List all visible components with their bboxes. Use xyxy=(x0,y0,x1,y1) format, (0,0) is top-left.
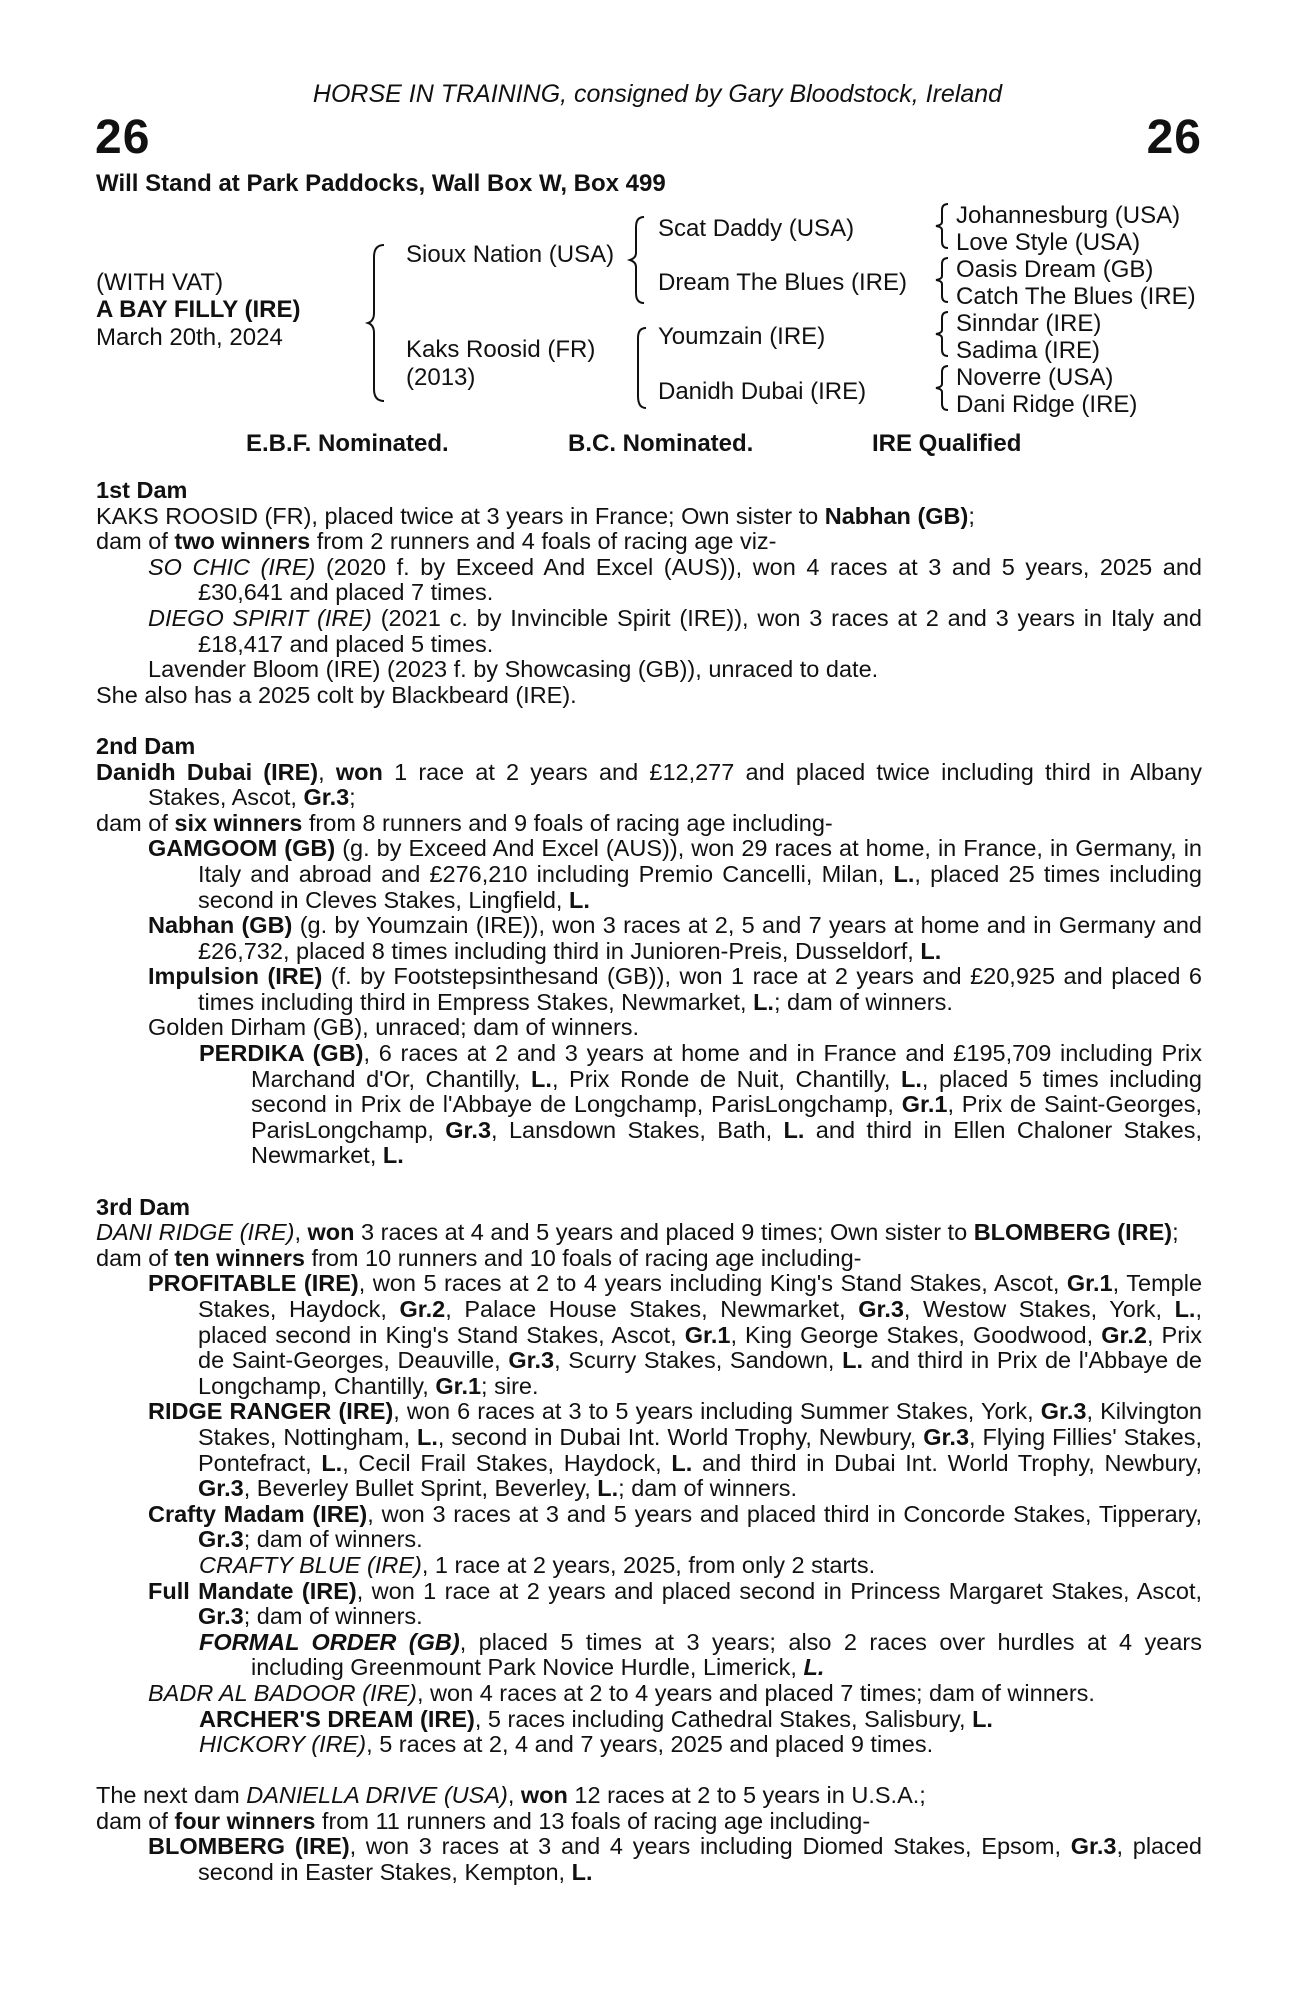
grand-progeny-entry: HICKORY (IRE), 5 races at 2, 4 and 7 years, 2025 and placed 9 times. xyxy=(199,1731,934,1758)
grand-progeny-entry: PERDIKA (GB), 6 races at 2 and 3 years at home and in France and £195,709 including Prix Marchand d'Or, Chantilly, L., Prix Ronde de Nuit, Chantilly, L., placed 5 times including second in Prix de l'Abbaye de Longchamp, ParisLongchamp, Gr.1, Prix de Saint-Georges, ParisLongchamp, Gr.3, Lansdown Stakes, Bath, L. and third in Ellen Chaloner Stakes, Newmarket, L. xyxy=(199,1040,1203,1169)
grand-progeny-entry: ARCHER'S DREAM (IRE), 5 races including Cathedral Stakes, Salisbury, L. xyxy=(199,1705,993,1732)
third-dam-produce-summary: dam of ten winners from 10 runners and 10 foals of racing age including- xyxy=(96,1244,862,1271)
grand-progeny-entry: FORMAL ORDER (GB), placed 5 times at 3 years; also 2 races over hurdles at 4 years including Greenmount Park Novice Hurdle, Limerick, L. xyxy=(199,1628,1202,1681)
main-bracket xyxy=(368,243,388,403)
first-dam-heading: 1st Dam xyxy=(96,477,188,503)
dam-dam-sire: Noverre (USA) xyxy=(956,364,1114,391)
progeny-entry: Lavender Bloom (IRE) (2023 f. by Showcasing (GB)), unraced to date. xyxy=(148,656,879,683)
second-dam-heading: 2nd Dam xyxy=(96,732,196,759)
progeny-entry: Golden Dirham (GB), unraced; dam of winners. xyxy=(148,1014,640,1041)
first-dam-line: KAKS ROOSID (FR), placed twice at 3 years in France; Own sister to Nabhan (GB); xyxy=(96,502,975,529)
consignment-heading: HORSE IN TRAINING, consigned by Gary Bloodstock, Ireland xyxy=(312,80,1003,108)
third-dam-line: DANI RIDGE (IRE), won 3 races at 4 and 5 years and placed 9 times; Own sister to BLOMBERG (IRE); xyxy=(96,1219,1179,1246)
sire-sire: Scat Daddy (USA) xyxy=(658,215,855,242)
dam-year: (2013) xyxy=(406,364,476,391)
sire: Sioux Nation (USA) xyxy=(406,241,615,268)
third-dam-heading: 3rd Dam xyxy=(96,1193,191,1220)
second-dam-line: Danidh Dubai (IRE), won 1 race at 2 years and £12,277 and placed twice including third in Albany Stakes, Ascot, Gr.3; xyxy=(96,758,1203,811)
dam-sire-dam: Sadima (IRE) xyxy=(956,337,1101,364)
dam-dam: Danidh Dubai (IRE) xyxy=(658,378,867,405)
sire-sire-dam: Love Style (USA) xyxy=(956,229,1141,256)
progeny-entry: Full Mandate (IRE), won 1 race at 2 years and placed second in Princess Margaret Stakes, Ascot, Gr.3; dam of winners. xyxy=(148,1577,1202,1630)
vat-note: (WITH VAT) xyxy=(96,269,224,296)
lot-number-right: 26 xyxy=(1146,111,1202,164)
sd-bracket xyxy=(934,256,954,304)
progeny-entry: BLOMBERG (IRE), won 3 races at 3 and 4 years including Diomed Stakes, Epsom, Gr.3, placed second in Easter Stakes, Kempton, L. xyxy=(148,1833,1202,1886)
dd-bracket xyxy=(934,364,954,412)
first-dam-section xyxy=(96,478,1202,708)
lot-number-left: 26 xyxy=(95,111,151,164)
next-dam-line: The next dam DANIELLA DRIVE (USA), won 12 races at 2 to 5 years in U.S.A.; xyxy=(96,1782,926,1809)
progeny-entry: GAMGOOM (GB) (g. by Exceed And Excel (AUS)), won 29 races at home, in France, in Germany, in Italy and abroad and £276,210 including Premio Cancelli, Milan, L., placed 25 times including second in Cleves Stakes, Lingfield, L. xyxy=(148,835,1202,913)
progeny-entry: RIDGE RANGER (IRE), won 6 races at 3 to 5 years including Summer Stakes, York, Gr.3, Kilvington Stakes, Nottingham, L., second in Dubai Int. World Trophy, Newbury, Gr.3, Flying Fillies' Stakes, Pontefract, L., Cecil Frail Stakes, Haydock, L. and third in Dubai Int. World Trophy, Newbury, Gr.3, Beverley Bullet Sprint, Beverley, L.; dam of winners. xyxy=(148,1398,1203,1502)
sire-dam-dam: Catch The Blues (IRE) xyxy=(956,283,1196,310)
next-dam-section xyxy=(96,1783,1202,1885)
sire-dam: Dream The Blues (IRE) xyxy=(658,269,907,296)
ds-bracket xyxy=(934,310,954,358)
grand-progeny-entry: CRAFTY BLUE (IRE), 1 race at 2 years, 2025, from only 2 starts. xyxy=(199,1551,876,1578)
ebf-nomination: E.B.F. Nominated. xyxy=(246,430,449,457)
dam-bracket xyxy=(630,326,650,410)
bc-nomination: B.C. Nominated. xyxy=(568,430,754,457)
third-dam-section xyxy=(96,1195,1202,1758)
second-dam-section xyxy=(96,734,1202,1169)
progeny-entry: Impulsion (IRE) (f. by Footstepsinthesand (GB)), won 1 race at 2 years and £20,925 and placed 6 times including third in Empress Stakes, Newmarket, L.; dam of winners. xyxy=(148,963,1202,1015)
also-note: She also has a 2025 colt by Blackbeard (IRE). xyxy=(96,681,577,708)
sire-bracket xyxy=(628,215,648,305)
progeny-entry: DIEGO SPIRIT (IRE) (2021 c. by Invincible Spirit (IRE)), won 3 races at 2 and 3 years in Italy and £18,417 and placed 5 times. xyxy=(148,604,1202,657)
second-dam-produce-summary: dam of six winners from 8 runners and 9 foals of racing age including- xyxy=(96,809,833,836)
sire-sire-sire: Johannesburg (USA) xyxy=(956,202,1181,229)
dam-name: Kaks Roosid (FR) xyxy=(406,336,596,363)
catalogue-body xyxy=(96,478,1202,1886)
progeny-entry: Nabhan (GB) (g. by Youmzain (IRE)), won 3 races at 2, 5 and 7 years at home and in Germany and £26,732, placed 8 times including third in Junioren-Preis, Dusseldorf, L. xyxy=(148,912,1202,964)
first-dam-produce-summary: dam of two winners from 2 runners and 4 foals of racing age viz- xyxy=(96,528,777,555)
dam-sire-sire: Sinndar (IRE) xyxy=(956,310,1102,337)
dam-dam-dam: Dani Ridge (IRE) xyxy=(956,391,1138,418)
stand-location: Will Stand at Park Paddocks, Wall Box W, Box 499 xyxy=(96,170,666,197)
ss-bracket xyxy=(934,202,954,250)
horse-name: A BAY FILLY (IRE) xyxy=(96,296,301,323)
progeny-entry: BADR AL BADOOR (IRE), won 4 races at 2 to 4 years and placed 7 times; dam of winners. xyxy=(148,1679,1095,1706)
next-dam-produce-summary: dam of four winners from 11 runners and 13 foals of racing age including- xyxy=(96,1807,871,1834)
dam-sire: Youmzain (IRE) xyxy=(658,323,826,350)
horse-dob: March 20th, 2024 xyxy=(96,324,283,351)
progeny-entry: Crafty Madam (IRE), won 3 races at 3 and 5 years and placed third in Concorde Stakes, Tipperary, Gr.3; dam of winners. xyxy=(148,1500,1202,1553)
ire-qualified: IRE Qualified xyxy=(872,430,1022,457)
progeny-entry: PROFITABLE (IRE), won 5 races at 2 to 4 years including King's Stand Stakes, Ascot, Gr.1, Temple Stakes, Haydock, Gr.2, Palace House Stakes, Newmarket, Gr.3, Westow Stakes, York, L., placed second in King's Stand Stakes, Ascot, Gr.1, King George Stakes, Goodwood, Gr.2, Prix de Saint-Georges, Deauville, Gr.3, Scurry Stakes, Sandown, L. and third in Prix de l'Abbaye de Longchamp, Chantilly, Gr.1; sire. xyxy=(148,1270,1203,1399)
progeny-entry: SO CHIC (IRE) (2020 f. by Exceed And Excel (AUS)), won 4 races at 3 and 5 years, 2025 and £30,641 and placed 7 times. xyxy=(148,553,1202,606)
sire-dam-sire: Oasis Dream (GB) xyxy=(956,256,1154,283)
